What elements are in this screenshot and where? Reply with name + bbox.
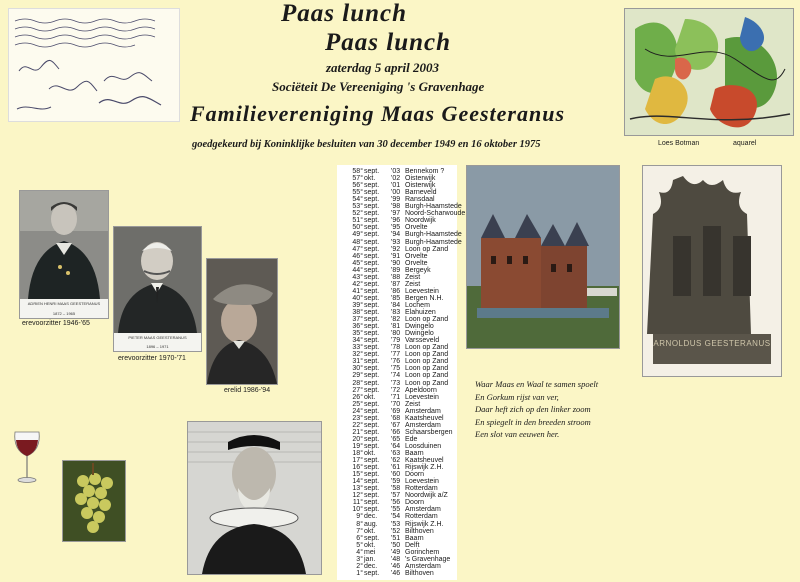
gathering-number: 26° [352, 393, 363, 401]
engraving-portrait [187, 421, 322, 575]
gathering-year: '98 [391, 203, 401, 211]
gathering-number: 43° [352, 273, 363, 281]
gathering-month: mei [364, 548, 376, 556]
gathering-month: sept. [364, 273, 380, 281]
gathering-month: sept. [364, 351, 380, 359]
gathering-year: '66 [391, 428, 401, 436]
portrait-photo-2 [114, 227, 201, 333]
bronze-inscription: ARNOLDUS GEESTERANUS [653, 339, 771, 348]
title-line-2: Paas lunch [325, 29, 452, 56]
gathering-number: 19° [352, 442, 363, 450]
association-name: Familievereniging Maas Geesteranus [190, 101, 566, 126]
gathering-year: '46 [391, 562, 401, 570]
gathering-number: 18° [352, 450, 363, 457]
gathering-place: Orvelte [405, 252, 428, 260]
gathering-month: sept. [364, 266, 380, 274]
gathering-number: 50° [352, 224, 363, 232]
gathering-number: 22° [352, 421, 363, 429]
gathering-month: sept. [364, 421, 380, 429]
gathering-place: Kaatsheuvel [405, 457, 444, 465]
gathering-place: Loon op Zand [405, 245, 449, 253]
portrait-1-role: erevoorzitter 1946-'65 [22, 320, 90, 327]
gathering-number: 35° [352, 330, 363, 338]
gathering-place: Noord-Scharwoude [405, 210, 466, 218]
gathering-month: aug. [364, 520, 378, 528]
gathering-place: Apeldoorn [405, 386, 437, 394]
gathering-number: 25° [352, 400, 363, 408]
gathering-number: 54° [352, 196, 363, 204]
gatherings-list [337, 165, 466, 580]
gathering-number: 44° [352, 266, 363, 274]
gathering-year: '61 [391, 464, 401, 472]
gathering-year: '80 [391, 330, 401, 338]
gathering-month: okt. [364, 175, 376, 183]
gathering-place: Amsterdam [405, 562, 441, 570]
gathering-year: '85 [391, 294, 401, 302]
gathering-year: '63 [391, 450, 401, 457]
gathering-year: '93 [391, 238, 401, 246]
gathering-year: '78 [391, 344, 401, 352]
gathering-year: '74 [391, 372, 401, 380]
gathering-place: Elahuizen [405, 309, 436, 316]
gathering-number: 10° [352, 506, 363, 514]
gathering-year: '60 [391, 471, 401, 479]
poem [475, 378, 598, 441]
gathering-year: '67 [391, 421, 401, 429]
gathering-number: 46° [352, 252, 363, 260]
gathering-month: sept. [364, 189, 380, 197]
gathering-month: sept. [364, 182, 380, 190]
gathering-number: 38° [352, 309, 363, 316]
poem-line: Waar Maas en Waal te samen spoelt [475, 379, 599, 389]
grapes-photo [62, 460, 126, 542]
gathering-place: Bilthoven [405, 569, 434, 577]
gathering-number: 1° [356, 569, 363, 577]
gathering-year: '70 [391, 400, 401, 408]
gathering-place: Loevestein [405, 393, 439, 401]
gathering-year: '97 [391, 210, 401, 218]
portrait-adrien-henri [19, 190, 109, 319]
gathering-month: sept. [364, 301, 380, 309]
gathering-place: Zeist [405, 280, 421, 288]
gathering-place: Varsseveld [405, 337, 440, 345]
gathering-number: 17° [352, 457, 363, 465]
gathering-place: Barneveld [405, 189, 437, 197]
gathering-number: 37° [352, 316, 363, 324]
gathering-number: 30° [352, 365, 363, 373]
gathering-number: 3° [356, 555, 363, 563]
gathering-year: '88 [391, 273, 401, 281]
gathering-month: sept. [364, 372, 380, 380]
gathering-number: 6° [356, 534, 363, 542]
portrait-pieter [113, 226, 202, 352]
gathering-number: 55° [352, 189, 363, 197]
gathering-year: '02 [391, 175, 401, 183]
gathering-place: Ede [405, 435, 418, 443]
gathering-place: Dwingelo [405, 323, 434, 331]
portrait-2-name: PIETER MAAS GEESTERANUS [128, 335, 187, 340]
gathering-number: 2° [356, 562, 363, 570]
gathering-place: Amsterdam [405, 407, 441, 415]
gathering-number: 51° [352, 217, 363, 225]
gathering-number: 5° [356, 541, 363, 549]
gathering-place: Noordwijk [405, 217, 436, 225]
gathering-number: 27° [352, 386, 363, 394]
gathering-number: 32° [352, 351, 363, 359]
gathering-number: 15° [352, 471, 363, 479]
gathering-month: sept. [364, 168, 380, 175]
gathering-year: '51 [391, 534, 401, 542]
gathering-number: 58° [352, 168, 363, 175]
gathering-number: 8° [356, 520, 363, 528]
gathering-year: '48 [391, 555, 401, 563]
gathering-month: okt. [364, 450, 376, 457]
gathering-month: sept. [364, 499, 380, 507]
gathering-place: Kaatsheuvel [405, 414, 444, 422]
gathering-year: '91 [391, 252, 401, 260]
gathering-year: '65 [391, 435, 401, 443]
gathering-place: Lochem [405, 301, 430, 309]
gathering-number: 4° [356, 548, 363, 556]
gathering-month: sept. [364, 534, 380, 542]
gathering-month: sept. [364, 259, 380, 267]
gathering-number: 47° [352, 245, 363, 253]
gathering-place: Gorinchem [405, 548, 440, 556]
gathering-place: Oisterwijk [405, 182, 436, 190]
painting-artwork [625, 9, 793, 135]
gathering-month: sept. [364, 309, 380, 316]
gathering-place: Bilthoven [405, 527, 434, 535]
gathering-month: okt. [364, 527, 376, 535]
gathering-month: jan. [364, 555, 376, 563]
gathering-year: '56 [391, 499, 401, 507]
gathering-number: 56° [352, 182, 363, 190]
gathering-month: sept. [364, 252, 380, 260]
gathering-place: Doorn [405, 471, 425, 479]
gathering-month: sept. [364, 210, 380, 218]
gathering-number: 12° [352, 492, 363, 500]
gathering-place: Baarn [405, 534, 424, 542]
wine-glass-photo [8, 426, 46, 486]
gathering-year: '58 [391, 485, 401, 493]
gathering-year: '03 [391, 168, 401, 175]
gathering-place: Noordwijk a/Z [405, 492, 448, 500]
gathering-number: 49° [352, 231, 363, 239]
gathering-place: 's Gravenhage [405, 555, 451, 563]
gathering-month: sept. [364, 492, 380, 500]
gathering-number: 24° [352, 407, 363, 415]
gathering-number: 41° [352, 287, 363, 295]
gathering-number: 40° [352, 294, 363, 302]
gathering-number: 7° [356, 527, 363, 535]
gathering-place: Loon op Zand [405, 372, 449, 380]
gathering-month: sept. [364, 379, 380, 387]
gathering-year: '62 [391, 457, 401, 465]
engraving-artwork [188, 422, 321, 574]
gathering-month: sept. [364, 386, 380, 394]
gathering-place: Amsterdam [405, 421, 441, 429]
gathering-place: Rijswijk Z.H. [405, 520, 444, 528]
gathering-year: '76 [391, 358, 401, 366]
gathering-year: '71 [391, 393, 401, 401]
gathering-place: Orvelte [405, 224, 428, 232]
gathering-year: '64 [391, 442, 401, 450]
watercolor-painting [624, 8, 794, 136]
gathering-place: Burgh-Haamstede [405, 231, 462, 239]
gathering-year: '01 [391, 182, 401, 190]
gathering-month: okt. [364, 393, 376, 401]
poem-line: En spiegelt in den breeden stroom [475, 416, 591, 427]
gathering-number: 39° [352, 301, 363, 309]
gathering-number: 28° [352, 379, 363, 387]
gathering-month: sept. [364, 231, 380, 239]
gathering-year: '46 [391, 569, 401, 577]
gathering-year: '69 [391, 407, 401, 415]
gathering-place: Loosduinen [405, 442, 442, 450]
painting-artist: Loes Botman [658, 140, 700, 147]
gathering-month: sept. [364, 435, 380, 443]
gathering-month: okt. [364, 541, 376, 549]
gathering-number: 14° [352, 478, 363, 486]
portrait-1-years: 1872 – 1965 [52, 311, 76, 316]
portrait-3-role: erelid 1986-'94 [224, 387, 271, 394]
gathering-month: dec. [364, 562, 378, 570]
gathering-year: '87 [391, 280, 401, 288]
gathering-row [337, 570, 457, 578]
gathering-month: sept. [364, 464, 380, 472]
gathering-number: 9° [356, 513, 363, 521]
gathering-place: Loon op Zand [405, 358, 449, 366]
gathering-number: 52° [352, 210, 363, 218]
gathering-place: Zeist [405, 273, 421, 281]
gathering-year: '72 [391, 386, 401, 394]
gathering-year: '96 [391, 217, 401, 225]
portrait-2-years: 1896 – 1971 [146, 344, 169, 349]
gathering-month: sept. [364, 287, 380, 295]
gathering-month: sept. [364, 365, 380, 373]
gathering-year: '53 [391, 520, 401, 528]
portrait-photo-3 [207, 259, 277, 384]
gathering-place: Amsterdam [405, 506, 441, 514]
castle-loevestein-photo [466, 165, 620, 349]
gathering-year: '00 [391, 189, 401, 197]
poem-line: En Gorkum rijst van ver, [475, 391, 559, 402]
gathering-number: 11° [352, 499, 363, 507]
gathering-month: sept. [364, 569, 380, 577]
handwriting-scribbles [9, 9, 179, 121]
gathering-month: sept. [364, 358, 380, 366]
gathering-number: 48° [352, 238, 363, 246]
gathering-place: Baarn [405, 450, 424, 457]
gathering-year: '73 [391, 379, 401, 387]
gathering-month: sept. [364, 238, 380, 246]
poem-line: Een slot van eeuwen her. [475, 429, 560, 439]
gathering-number: 31° [352, 358, 363, 366]
gathering-year: '89 [391, 266, 401, 274]
gathering-number: 21° [352, 428, 363, 436]
gathering-year: '55 [391, 506, 401, 514]
gathering-year: '75 [391, 365, 401, 373]
gathering-place: Bennekom ? [405, 168, 445, 175]
gathering-year: '95 [391, 224, 401, 232]
gathering-month: sept. [364, 407, 380, 415]
gathering-year: '84 [391, 301, 401, 309]
gathering-month: sept. [364, 400, 380, 408]
gathering-month: sept. [364, 506, 380, 514]
gathering-year: '77 [391, 351, 401, 359]
gathering-year: '50 [391, 541, 401, 549]
gathering-place: Rijswijk Z.H. [405, 464, 444, 472]
gathering-month: sept. [364, 457, 380, 465]
gathering-year: '82 [391, 316, 401, 324]
gathering-year: '54 [391, 513, 401, 521]
gathering-place: Rotterdam [405, 485, 438, 493]
gathering-number: 34° [352, 337, 363, 345]
gathering-year: '94 [391, 231, 401, 239]
portrait-cap-man [206, 258, 278, 385]
bronze-plaque-photo [642, 165, 782, 377]
gathering-number: 33° [352, 344, 363, 352]
gathering-month: sept. [364, 344, 380, 352]
gathering-place: Ransdaal [405, 196, 435, 204]
gathering-place: Burgh-Haamstede [405, 203, 462, 211]
castle-artwork [467, 166, 619, 348]
gathering-year: '68 [391, 414, 401, 422]
gathering-number: 29° [352, 372, 363, 380]
gathering-place: Schaarsbergen [405, 428, 453, 436]
gathering-place: Delft [405, 541, 420, 549]
portrait-photo-1 [20, 191, 108, 299]
gathering-month: sept. [364, 294, 380, 302]
gathering-month: sept. [364, 471, 380, 479]
gathering-number: 23° [352, 414, 363, 422]
gathering-place: Loon op Zand [405, 344, 449, 352]
gathering-number: 45° [352, 259, 363, 267]
portrait-1-name: ADRIEN HENRI MAAS GEESTERANUS [27, 301, 101, 306]
gathering-month: sept. [364, 478, 380, 486]
gathering-number: 57° [352, 175, 363, 183]
gathering-place: Loon op Zand [405, 316, 449, 324]
gathering-place: Zeist [405, 400, 421, 408]
gathering-year: '99 [391, 196, 401, 204]
gathering-year: '79 [391, 337, 401, 345]
gathering-year: '52 [391, 527, 401, 535]
gathering-year: '92 [391, 245, 401, 253]
grapes-icon [63, 461, 125, 541]
gathering-number: 36° [352, 323, 363, 331]
event-date: zaterdag 5 april 2003 [326, 60, 440, 75]
gathering-month: sept. [364, 414, 380, 422]
gathering-year: '59 [391, 478, 401, 486]
gathering-month: sept. [364, 323, 380, 331]
event-venue: Sociëteit De Vereeniging 's Gravenhage [272, 79, 485, 94]
gathering-place: Bergeyk [405, 266, 431, 274]
gathering-place: Loon op Zand [405, 379, 449, 387]
gathering-month: sept. [364, 485, 380, 493]
signatures-manuscript [8, 8, 180, 122]
gathering-number: 16° [352, 464, 363, 472]
gathering-place: Orvelte [405, 259, 428, 267]
gathering-month: sept. [364, 316, 380, 324]
gathering-month: sept. [364, 245, 380, 253]
gathering-place: Dwingelo [405, 330, 434, 338]
royal-approval: goedgekeurd bij Koninklijke besluiten van 30 december 1949 en 16 oktober 1975 [192, 139, 541, 150]
gathering-year: '90 [391, 259, 401, 267]
gathering-number: 20° [352, 435, 363, 443]
gathering-number: 53° [352, 203, 363, 211]
gathering-place: Loevestein [405, 478, 439, 486]
gathering-place: Rotterdam [405, 513, 438, 521]
gathering-year: '81 [391, 323, 401, 331]
portrait-2-role: erevoorzitter 1970-'71 [118, 355, 186, 362]
wine-glass-icon [8, 426, 46, 486]
poem-line: Daar heft zich op den linker zoom [475, 404, 591, 414]
gathering-month: dec. [364, 513, 378, 521]
gathering-year: '49 [391, 548, 401, 556]
gathering-place: Oisterwijk [405, 175, 436, 183]
gathering-place: Doorn [405, 499, 425, 507]
gathering-number: 42° [352, 280, 363, 288]
gathering-month: sept. [364, 428, 380, 436]
title-line-1: Paas lunch [281, 0, 408, 27]
gathering-year: '57 [391, 492, 401, 500]
gathering-month: sept. [364, 337, 380, 345]
gathering-month: sept. [364, 442, 380, 450]
gathering-place: Loon op Zand [405, 365, 449, 373]
gathering-year: '86 [391, 287, 401, 295]
gathering-month: sept. [364, 330, 380, 338]
gathering-month: sept. [364, 196, 380, 204]
gathering-month: sept. [364, 280, 380, 288]
gathering-place: Loon op Zand [405, 351, 449, 359]
gathering-place: Burgh-Haamstede [405, 238, 462, 246]
gathering-month: sept. [364, 217, 380, 225]
painting-medium: aquarel [733, 140, 757, 147]
gathering-place: Bergen N.H. [405, 294, 444, 302]
gathering-place: Loevestein [405, 287, 439, 295]
gathering-year: '83 [391, 309, 401, 316]
gathering-month: sept. [364, 224, 380, 232]
gathering-number: 13° [352, 485, 363, 493]
gathering-month: sept. [364, 203, 380, 211]
